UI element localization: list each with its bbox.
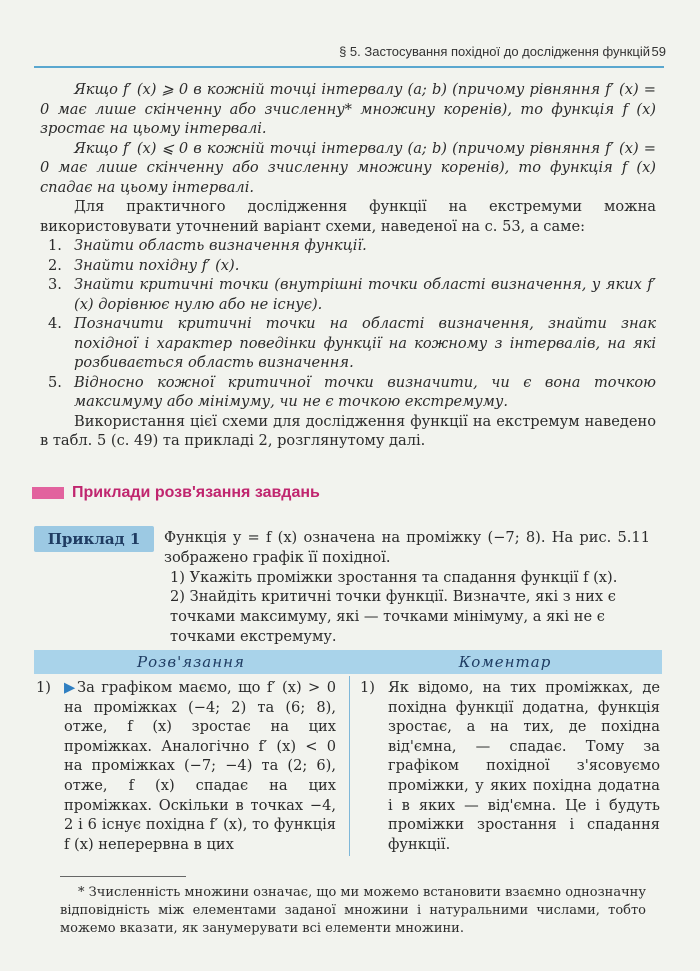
solution-text: За графіком маємо, що f′ (x) > 0 на проміжках (−4; 2) та (6; 8), отже, f (x) зростає на цих проміжках. Аналогічно f′ (x) < 0 на проміжках (−7; −4) та (2; 6), отже, f (x) спадає на цих проміжках. Оскільки в точках −4, 2 і 6 існує похідна f′ (x), то функція f (x) неперервна в цих (64, 679, 336, 853)
scheme-usage: Використання цієї схеми для дослідження функції на екстремум наведено в табл. 5 (с. 49) та прикладі 2, розглянутому далі. (40, 412, 656, 449)
solution-header (34, 650, 662, 674)
example-statement (164, 528, 650, 647)
page-header (0, 0, 700, 70)
commentary-item-number: 1) (360, 679, 375, 696)
list-item: 5. Відносно кожної критичної точки визначити, чи є вона точкою максимуму або мінімуму, чи не є точкою екстремуму. (48, 373, 656, 410)
section-marker (32, 487, 64, 499)
scheme-steps (40, 236, 656, 412)
section-title (32, 480, 320, 506)
list-item: 4. Позначити критичні точки на області визначення, знайти знак похідної і характер поведінки функції на кожному з інтервалів, на які розбивається область визначення. (48, 315, 656, 371)
example-label: Приклад 1 (34, 526, 154, 552)
footnote-text: * Зчисленність множини означає, що ми можемо встановити взаємно однозначну відповідність між елементами заданої множини і натуральними числами, тобто можемо вказати, як занумерувати всі елементи множини. (60, 885, 646, 936)
solution-header-left: Розв'язання (137, 653, 245, 671)
example-task-1: 1) Укажіть проміжки зростання та спадання функції f (x). (170, 568, 618, 586)
section-title-text: Приклади розв'язання завдань (72, 484, 320, 501)
list-item: 2. Знайти похідну f′ (x). (48, 256, 240, 274)
scheme-intro: Для практичного дослідження функції на екстремуми можна використовувати уточнений варіант схеми, наведеної на с. 53, а саме: (40, 198, 656, 235)
header-rule (34, 66, 664, 68)
example-intro: Функція y = f (x) означена на проміжку (−7; 8). На рис. 5.11 зображено графік її похідної. (164, 529, 650, 566)
solution-header-right: Коментар (458, 653, 552, 671)
column-divider (349, 676, 350, 856)
page-number: 59 (651, 44, 666, 59)
theorem-decreasing: Якщо f′ (x) ⩽ 0 в кожній точці інтервалу (a; b) (причому рівняння f′ (x) = 0 має лише скінченну або зчисленну множину коренів), то функція f (x) спадає на цьому інтервалі. (40, 139, 656, 196)
solution-column (36, 678, 336, 854)
footnote (60, 884, 646, 938)
footnote-rule (60, 876, 186, 877)
play-marker-icon: ▶ (64, 679, 78, 696)
list-item: 1. Знайти область визначення функції. (48, 237, 367, 254)
running-header: § 5. Застосування похідної до дослідження функцій (339, 44, 650, 59)
solution-item-number: 1) (36, 679, 51, 696)
theorem-increasing: Якщо f′ (x) ⩾ 0 в кожній точці інтервалу (a; b) (причому рівняння f′ (x) = 0 має лише скінченну або зчисленну* множину коренів), то функція f (x) зростає на цьому інтервалі. (40, 81, 656, 137)
main-text (40, 80, 656, 451)
example-task-2: 2) Знайдіть критичні точки функції. Визначте, які з них є точками максимуму, які — точками мінімуму, а які не є точками екстремуму. (170, 588, 616, 645)
list-item: 3. Знайти критичні точки (внутрішні точки області визначення, у яких f′ (x) дорівнює нулю або не існує). (48, 276, 656, 313)
commentary-text: Як відомо, на тих проміжках, де похідна функції додатна, функція зростає, а на тих, де похідна від'ємна, — спадає. Тому за графіком похідної з'ясовуємо проміжки, у яких похідна додатна і в яких — від'ємна. Це і будуть проміжки зростання і спадання функції. (388, 679, 660, 853)
commentary-column (360, 678, 660, 854)
